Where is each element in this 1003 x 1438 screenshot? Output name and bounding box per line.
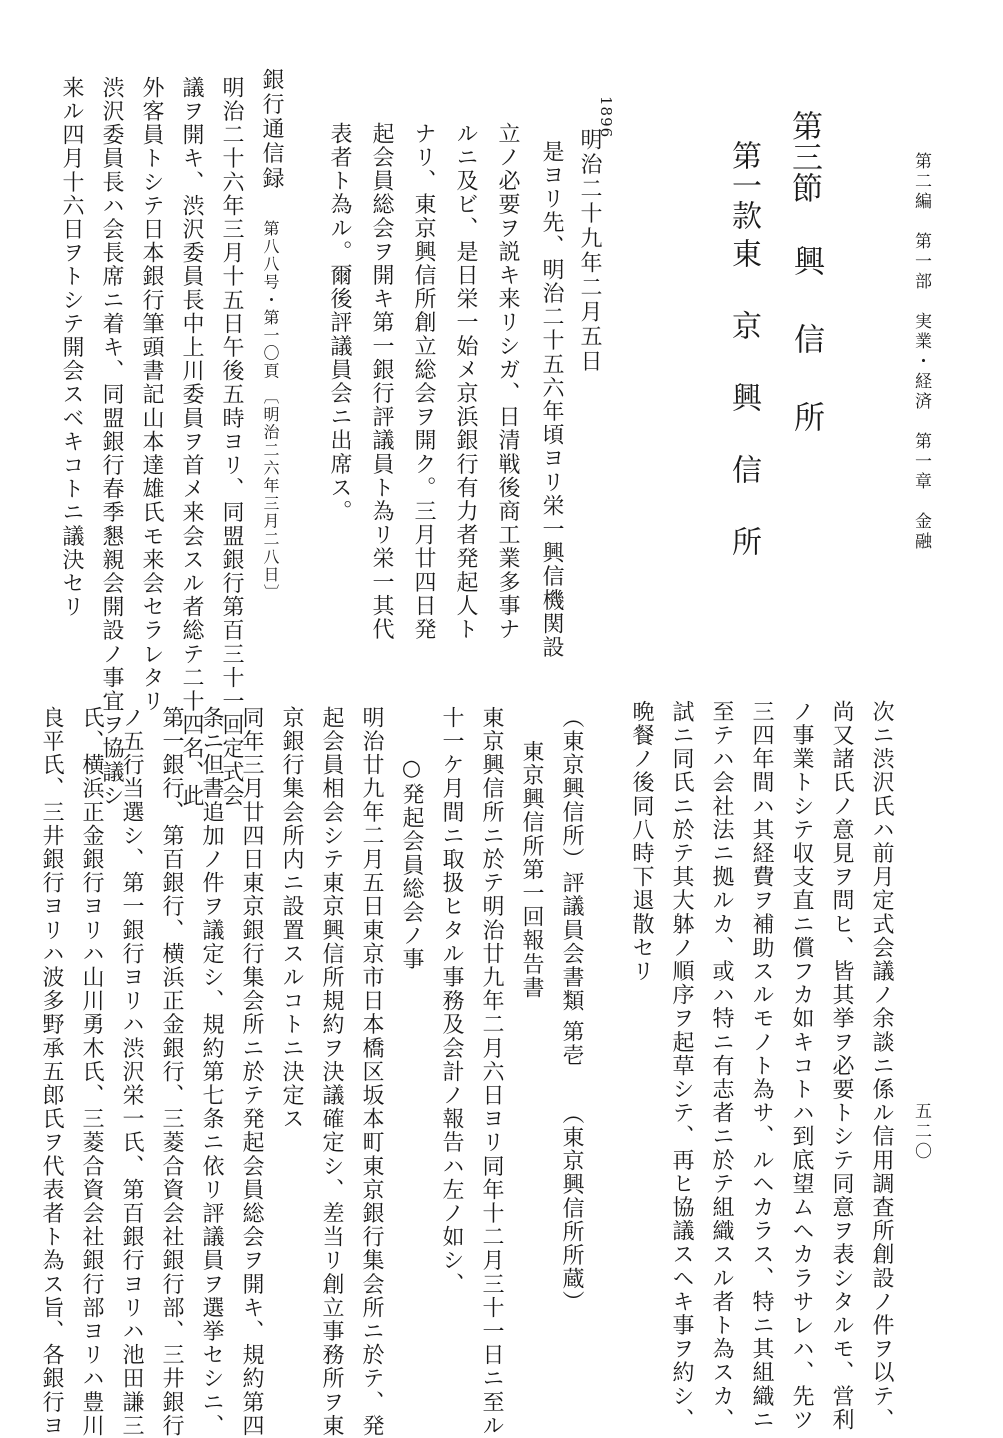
source2-line-3: 京銀行集会所内ニ設置スルコトニ決定ス [279, 706, 304, 1131]
source2-line-8: 氏、横浜正金銀行ヨリハ山川勇木氏、三菱合資会社銀行部ヨリハ豊川 [79, 706, 104, 1438]
continuation-line-5: 至テハ会社法ニ拠ルカ、或ハ特ニ有志者ニ於テ組織スル者ト為スカ、 [709, 700, 734, 1432]
source2-volume: 第壱 [559, 1020, 584, 1068]
source2-line-2: 起会員相会シテ東京興信所規約ヲ決議確定シ、差当リ創立事務所ヲ東 [319, 706, 344, 1438]
western-year: 1896 [597, 96, 615, 139]
entry-date: 明治二十九年二月五日 [577, 128, 602, 374]
source2-holder: （東京興信所所蔵） [559, 1102, 584, 1315]
entry-line-1: 是ヨリ先、明治二十五六年頃ヨリ栄一興信機関設 [539, 140, 564, 660]
entry-line-3: ルニ及ビ、是日栄一始メ京浜銀行有力者発起人ト [453, 122, 478, 642]
source2-line-4: 同年三月廿四日東京銀行集会所ニ於テ発起会員総会ヲ開キ、規約第四 [239, 706, 264, 1438]
source2-line-5: 条ニ但書追加ノ件ヲ議定シ、規約第七条ニ依リ評議員ヲ選挙セシニ、 [199, 706, 224, 1438]
continuation-line-1: 次ニ渋沢氏ハ前月定式会議ノ余談ニ係ル信用調査所創設ノ件ヲ以テ、 [869, 700, 894, 1432]
source2-line-6: 第一銀行、第百銀行、横浜正金銀行、三菱合資会社銀行部、三井銀行 [159, 706, 184, 1438]
running-head: 第二編 第一部 実業・経済 第一章 金融 [911, 152, 931, 552]
source2-subheading: ○発起会員総会ノ事 [399, 756, 424, 972]
source2-title: （東京興信所）評議員会書類 [559, 706, 584, 1013]
source1-line-2: 議ヲ開キ、渋沢委員長中上川委員ヲ首メ来会スル者総テ二十四名、此 [179, 76, 204, 808]
source1-line-5: 来ル四月十六日ヲトシテ開会スベキコトニ議決セリ [59, 76, 84, 619]
source2-intro-1: 東京興信所ニ於テ明治廿九年二月六日ヨリ同年十二月三十一日ニ至ル [479, 706, 504, 1438]
article-title: 東 京 興 信 所 [726, 238, 761, 562]
entry-line-4: ナリ、東京興信所創立総会ヲ開ク。三月廿四日発 [411, 122, 436, 642]
continuation-line-4: 三四年間ハ其経費ヲ補助スルモノト為サ、ルヘカラス、特ニ其組織ニ [749, 700, 774, 1432]
continuation-line-2: 尚又諸氏ノ意見ヲ問ヒ、皆其挙ヲ必要トシテ同意ヲ表シタルモ、営利 [829, 700, 854, 1432]
continuation-line-6: 試ニ同氏ニ於テ其大躰ノ順序ヲ起草シテ、再ヒ協議スヘキ事ヲ約シ、 [669, 700, 694, 1432]
source2-line-7: ノ五行当選シ、第一銀行ヨリハ渋沢栄一氏、第百銀行ヨリハ池田謙三 [119, 706, 144, 1438]
source2-report-title: 東京興信所第一回報告書 [519, 740, 544, 1000]
source1-title: 銀行通信録 [259, 68, 284, 191]
source2-line-9: 良平氏、三井銀行ヨリハ波多野承五郎氏ヲ代表者ト為ス旨、各銀行ヨ [39, 706, 64, 1438]
continuation-line-7: 晩餐ノ後同八時下退散セリ [629, 700, 654, 984]
source1-citation: 第八八号・第一〇頁 [261, 220, 280, 381]
article-heading: 第一款 [726, 140, 761, 230]
source2-line-1: 明治廿九年二月五日東京市日本橋区坂本町東京銀行集会所ニ於テ、発 [359, 706, 384, 1438]
source2-intro-2: 十一ケ月間ニ取扱ヒタル事務及会計ノ報告ハ左ノ如シ、 [439, 706, 464, 1296]
entry-line-5: 起会員総会ヲ開キ第一銀行評議員ト為リ栄一其代 [369, 122, 394, 642]
source1-date-note: 〔明治二六年三月二八日〕 [261, 388, 280, 602]
section-heading: 第三節 [786, 110, 822, 203]
entry-line-2: 立ノ必要ヲ説キ来リシガ、日清戦後商工業多事ナ [495, 122, 520, 642]
source1-line-3: 外客員トシテ日本銀行筆頭書記山本達雄氏モ来会セラレタリ [139, 76, 164, 714]
page-number: 五二〇 [911, 1102, 931, 1162]
entry-line-6: 表者ト為ル。爾後評議員会ニ出席ス。 [327, 122, 352, 524]
continuation-line-3: ノ事業トシテ収支直ニ償フカ如キコトハ到底望ムヘカラサレハ、先ツ [789, 700, 814, 1432]
source1-line-4: 渋沢委員長ハ会長席ニ着キ、同盟銀行春季懇親会開設ノ事宜ヲ協議シ [99, 76, 124, 808]
section-title: 興 信 所 [788, 245, 824, 440]
source1-line-1: 明治二十六年三月十五日午後五時ヨリ、同盟銀行第百三十一回定式会 [219, 76, 244, 808]
